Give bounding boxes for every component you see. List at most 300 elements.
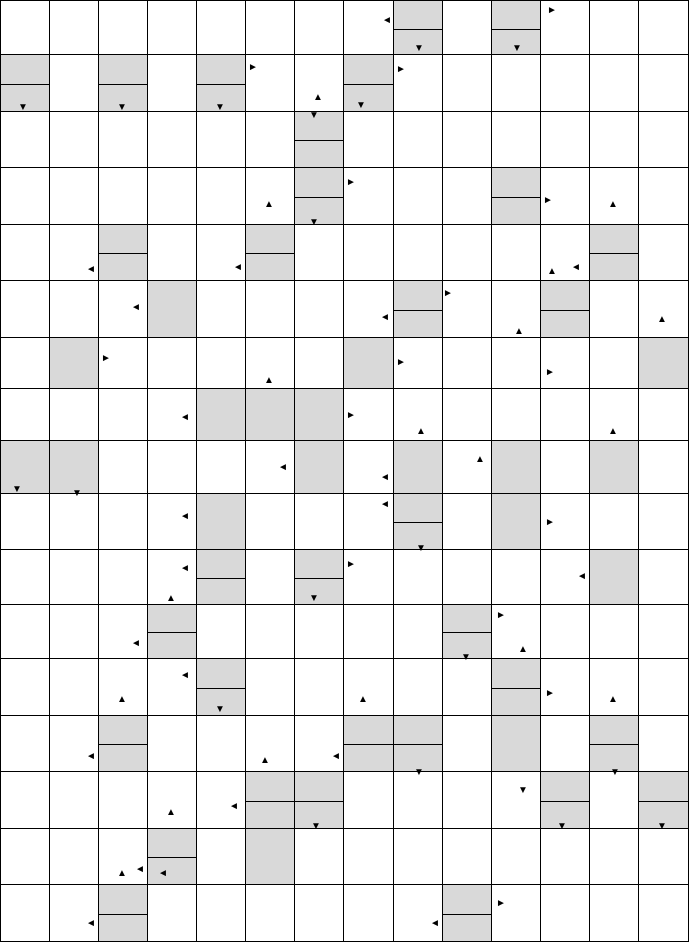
answer-cell[interactable] [443,0,492,55]
answer-cell[interactable] [148,885,197,942]
answer-cell[interactable] [0,605,50,659]
answer-cell[interactable] [443,494,492,550]
answer-cell[interactable] [0,0,50,55]
clue-text [590,225,638,253]
answer-cell[interactable] [590,605,639,659]
arrow-left-icon: ◄ [380,499,390,510]
clue-text [590,441,638,494]
answer-cell[interactable] [0,772,50,829]
answer-cell[interactable] [197,829,246,885]
answer-cell[interactable] [492,829,541,885]
answer-cell[interactable] [590,338,639,389]
clue-text [541,281,589,310]
answer-cell[interactable] [394,225,443,281]
answer-cell[interactable] [246,659,295,716]
answer-cell[interactable] [443,716,492,772]
clue-cell [99,716,148,772]
answer-cell[interactable] [148,0,197,55]
arrow-left-icon: ◄ [180,563,190,574]
clue-text [443,605,491,632]
clue-text [295,772,343,801]
answer-cell[interactable] [246,168,295,225]
answer-cell[interactable] [443,168,492,225]
answer-cell[interactable] [246,0,295,55]
arrow-right-icon: ► [346,177,356,188]
answer-cell[interactable] [541,605,590,659]
answer-cell[interactable] [344,0,394,55]
answer-cell[interactable] [246,605,295,659]
answer-cell[interactable] [590,772,639,829]
answer-cell[interactable] [246,716,295,772]
clue-cell [492,494,541,550]
clue-text [50,338,98,389]
answer-cell[interactable] [639,494,689,550]
answer-cell[interactable] [148,441,197,494]
answer-cell[interactable] [443,550,492,605]
answer-cell[interactable] [0,168,50,225]
answer-cell[interactable] [99,550,148,605]
answer-cell[interactable] [443,772,492,829]
arrow-down-icon: ▼ [416,543,426,554]
clue-cell [492,716,541,772]
clue-text [492,168,540,197]
arrow-right-icon: ► [545,517,555,528]
answer-cell[interactable] [0,338,50,389]
arrow-left-icon: ◄ [331,751,341,762]
answer-cell[interactable] [344,441,394,494]
answer-cell[interactable] [639,168,689,225]
answer-cell[interactable] [295,225,344,281]
arrow-left-icon: ◄ [430,918,440,929]
answer-cell[interactable] [295,494,344,550]
clue-text [295,550,343,578]
clue-cell [394,281,443,338]
clue-text [148,829,196,857]
clue-cell [639,338,689,389]
clue-text [246,801,294,831]
answer-cell[interactable] [344,659,394,716]
answer-cell[interactable] [0,281,50,338]
clue-cell [394,441,443,494]
clue-cell [492,441,541,494]
answer-cell[interactable] [295,659,344,716]
answer-cell[interactable] [394,550,443,605]
answer-cell[interactable] [394,829,443,885]
answer-cell[interactable] [541,716,590,772]
arrow-up-icon: ▲ [657,314,667,325]
answer-cell[interactable] [394,772,443,829]
clue-cell [394,494,443,550]
arrow-up-icon: ▲ [166,807,176,818]
answer-cell[interactable] [0,885,50,942]
answer-cell[interactable] [197,441,246,494]
clue-text [295,197,343,227]
answer-cell[interactable] [295,281,344,338]
clue-text [394,281,442,310]
answer-cell[interactable] [295,0,344,55]
answer-cell[interactable] [590,885,639,942]
clue-text [443,914,491,942]
clue-text [99,914,147,942]
answer-cell[interactable] [295,605,344,659]
clue-text [639,772,688,801]
answer-cell[interactable] [148,772,197,829]
answer-cell[interactable] [99,112,148,168]
arrow-up-icon: ▲ [358,694,368,705]
clue-text [295,168,343,197]
clue-text [197,494,245,550]
clue-text [246,389,294,441]
answer-cell[interactable] [541,55,590,112]
answer-cell[interactable] [50,112,99,168]
arrow-left-icon: ◄ [131,638,141,649]
answer-cell[interactable] [148,225,197,281]
answer-cell[interactable] [344,281,394,338]
answer-cell[interactable] [99,659,148,716]
clue-text [99,885,147,914]
arrow-right-icon: ► [547,5,557,16]
clue-cell [590,716,639,772]
answer-cell[interactable] [443,225,492,281]
arrow-up-icon: ▲ [166,593,176,604]
arrow-left-icon: ◄ [180,412,190,423]
answer-cell[interactable] [0,225,50,281]
arrow-down-icon: ▼ [311,821,321,832]
answer-cell[interactable] [50,55,99,112]
answer-cell[interactable] [295,716,344,772]
clue-text [99,744,147,773]
answer-cell[interactable] [295,338,344,389]
clue-cell [443,605,492,659]
arrow-down-icon: ▼ [215,102,225,113]
answer-cell[interactable] [639,716,689,772]
answer-cell[interactable] [99,605,148,659]
clue-text [541,310,589,340]
answer-cell[interactable] [148,659,197,716]
answer-cell[interactable] [0,550,50,605]
arrow-right-icon: ► [346,559,356,570]
arrow-left-icon: ◄ [571,262,581,273]
clue-text [99,253,147,282]
answer-cell[interactable] [99,0,148,55]
clue-cell [590,225,639,281]
arrow-down-icon: ▼ [309,217,319,228]
answer-cell[interactable] [0,494,50,550]
clue-text [295,441,343,494]
answer-cell[interactable] [246,112,295,168]
answer-cell[interactable] [443,389,492,441]
answer-cell[interactable] [246,550,295,605]
answer-cell[interactable] [590,281,639,338]
arrow-up-icon: ▲ [547,266,557,277]
clue-text [394,716,442,744]
answer-cell[interactable] [639,281,689,338]
answer-cell[interactable] [541,441,590,494]
answer-cell[interactable] [50,659,99,716]
answer-cell[interactable] [50,494,99,550]
arrow-left-icon: ◄ [180,511,190,522]
clue-text [295,389,343,441]
arrow-down-icon: ▼ [215,704,225,715]
answer-cell[interactable] [344,225,394,281]
answer-cell[interactable] [197,338,246,389]
arrow-up-icon: ▲ [416,426,426,437]
clue-cell [0,441,50,494]
arrow-down-icon: ▼ [557,821,567,832]
arrow-left-icon: ◄ [380,472,390,483]
clue-text [590,253,638,282]
answer-cell[interactable] [344,885,394,942]
answer-cell[interactable] [492,338,541,389]
answer-cell[interactable] [394,659,443,716]
clue-text [443,885,491,914]
arrow-down-icon: ▼ [18,102,28,113]
answer-cell[interactable] [639,225,689,281]
answer-cell[interactable] [639,885,689,942]
answer-cell[interactable] [50,0,99,55]
clue-cell [50,441,99,494]
answer-cell[interactable] [99,494,148,550]
answer-cell[interactable] [148,55,197,112]
answer-cell[interactable] [541,829,590,885]
clue-text [99,225,147,253]
answer-cell[interactable] [295,885,344,942]
clue-cell [295,389,344,441]
answer-cell[interactable] [50,885,99,942]
clue-text [1,55,49,84]
clue-cell [590,441,639,494]
answer-cell[interactable] [639,605,689,659]
arrow-up-icon: ▲ [313,92,323,103]
answer-cell[interactable] [148,168,197,225]
clue-text [394,310,442,340]
clue-text [344,338,393,389]
answer-cell[interactable] [50,389,99,441]
answer-cell[interactable] [443,441,492,494]
clue-cell [148,829,197,885]
answer-cell[interactable] [639,112,689,168]
clue-cell [246,389,295,441]
answer-cell[interactable] [197,281,246,338]
clue-cell [492,659,541,716]
arrow-left-icon: ◄ [380,312,390,323]
answer-cell[interactable] [99,441,148,494]
answer-cell[interactable] [50,281,99,338]
answer-cell[interactable] [639,0,689,55]
arrow-up-icon: ▲ [117,868,127,879]
clue-text [394,441,442,494]
answer-cell[interactable] [443,829,492,885]
clue-cell [541,281,590,338]
arrow-down-icon: ▼ [309,110,319,121]
arrow-right-icon: ► [543,195,553,206]
answer-cell[interactable] [246,885,295,942]
arrow-left-icon: ◄ [131,302,141,313]
answer-cell[interactable] [394,605,443,659]
arrow-right-icon: ► [101,353,111,364]
arrow-down-icon: ▼ [12,484,22,495]
answer-cell[interactable] [590,55,639,112]
answer-cell[interactable] [492,550,541,605]
answer-cell[interactable] [50,605,99,659]
clue-cell [492,168,541,225]
clue-text [590,716,638,744]
answer-cell[interactable] [394,168,443,225]
answer-cell[interactable] [639,829,689,885]
answer-cell[interactable] [197,885,246,942]
arrow-down-icon: ▼ [610,767,620,778]
answer-cell[interactable] [394,885,443,942]
clue-cell [148,605,197,659]
clue-cell [50,338,99,389]
clue-cell [394,716,443,772]
answer-cell[interactable] [639,55,689,112]
answer-cell[interactable] [590,0,639,55]
clue-text [246,225,294,253]
clue-text [344,84,393,114]
answer-cell[interactable] [50,716,99,772]
clue-cell [295,441,344,494]
arrow-right-icon: ► [396,64,406,75]
answer-cell[interactable] [639,550,689,605]
answer-cell[interactable] [0,659,50,716]
answer-cell[interactable] [99,772,148,829]
answer-cell[interactable] [246,494,295,550]
answer-cell[interactable] [639,389,689,441]
clue-text [295,112,343,140]
answer-cell[interactable] [197,0,246,55]
answer-cell[interactable] [443,112,492,168]
clue-text [246,253,294,282]
clue-cell [295,168,344,225]
answer-cell[interactable] [443,338,492,389]
clue-text [492,659,540,688]
answer-cell[interactable] [148,716,197,772]
clue-text [394,494,442,522]
clue-text [295,140,343,169]
arrow-up-icon: ▲ [518,644,528,655]
answer-cell[interactable] [0,829,50,885]
arrow-down-icon: ▼ [461,652,471,663]
answer-cell[interactable] [295,55,344,112]
clue-cell [295,550,344,605]
clue-text [148,281,196,338]
answer-cell[interactable] [0,389,50,441]
answer-cell[interactable] [148,112,197,168]
answer-cell[interactable] [541,338,590,389]
clue-cell [197,494,246,550]
answer-cell[interactable] [492,885,541,942]
answer-cell[interactable] [344,829,394,885]
clue-cell [344,55,394,112]
clue-text [492,688,540,718]
answer-cell[interactable] [0,112,50,168]
answer-cell[interactable] [295,829,344,885]
clue-text [590,550,638,605]
clue-text [148,857,196,886]
answer-cell[interactable] [639,659,689,716]
clue-cell [246,772,295,829]
answer-cell[interactable] [344,605,394,659]
clue-text [148,605,196,632]
answer-cell[interactable] [50,829,99,885]
arrow-right-icon: ► [443,288,453,299]
arrow-right-icon: ► [545,367,555,378]
answer-cell[interactable] [148,494,197,550]
arrow-down-icon: ▼ [512,43,522,54]
answer-cell[interactable] [590,112,639,168]
answer-cell[interactable] [590,494,639,550]
answer-cell[interactable] [0,716,50,772]
answer-cell[interactable] [344,112,394,168]
clue-text [492,716,540,772]
answer-cell[interactable] [541,885,590,942]
answer-cell[interactable] [344,772,394,829]
answer-cell[interactable] [492,389,541,441]
arrow-down-icon: ▼ [518,785,528,796]
answer-cell[interactable] [492,772,541,829]
answer-cell[interactable] [443,55,492,112]
clue-text [99,716,147,744]
arrow-right-icon: ► [496,898,506,909]
arrow-left-icon: ◄ [382,15,392,26]
answer-cell[interactable] [492,225,541,281]
answer-cell[interactable] [148,338,197,389]
answer-cell[interactable] [492,112,541,168]
answer-cell[interactable] [541,112,590,168]
answer-cell[interactable] [99,389,148,441]
answer-cell[interactable] [197,112,246,168]
clue-cell [295,112,344,168]
arrow-right-icon: ► [496,610,506,621]
clue-text [197,659,245,688]
arrow-left-icon: ◄ [180,670,190,681]
answer-cell[interactable] [197,605,246,659]
answer-cell[interactable] [50,550,99,605]
arrow-left-icon: ◄ [229,801,239,812]
answer-cell[interactable] [197,716,246,772]
clue-text [197,55,245,84]
arrow-right-icon: ► [396,357,406,368]
arrow-up-icon: ▲ [608,694,618,705]
arrow-left-icon: ◄ [577,571,587,582]
arrow-left-icon: ◄ [86,264,96,275]
answer-cell[interactable] [492,55,541,112]
clue-text [492,441,540,494]
clue-cell [443,885,492,942]
answer-cell[interactable] [590,829,639,885]
answer-cell[interactable] [590,659,639,716]
arrow-down-icon: ▼ [356,100,366,111]
answer-cell[interactable] [394,112,443,168]
clue-text [1,441,49,494]
arrow-down-icon: ▼ [414,43,424,54]
arrow-left-icon: ◄ [135,864,145,875]
answer-cell[interactable] [590,168,639,225]
answer-cell[interactable] [50,772,99,829]
answer-cell[interactable] [246,281,295,338]
answer-cell[interactable] [541,389,590,441]
arrow-up-icon: ▲ [608,426,618,437]
arrow-up-icon: ▲ [117,694,127,705]
answer-cell[interactable] [197,168,246,225]
clue-text [50,441,98,494]
clue-cell [246,829,295,885]
answer-cell[interactable] [50,168,99,225]
answer-cell[interactable] [639,441,689,494]
answer-cell[interactable] [443,659,492,716]
answer-cell[interactable] [99,168,148,225]
